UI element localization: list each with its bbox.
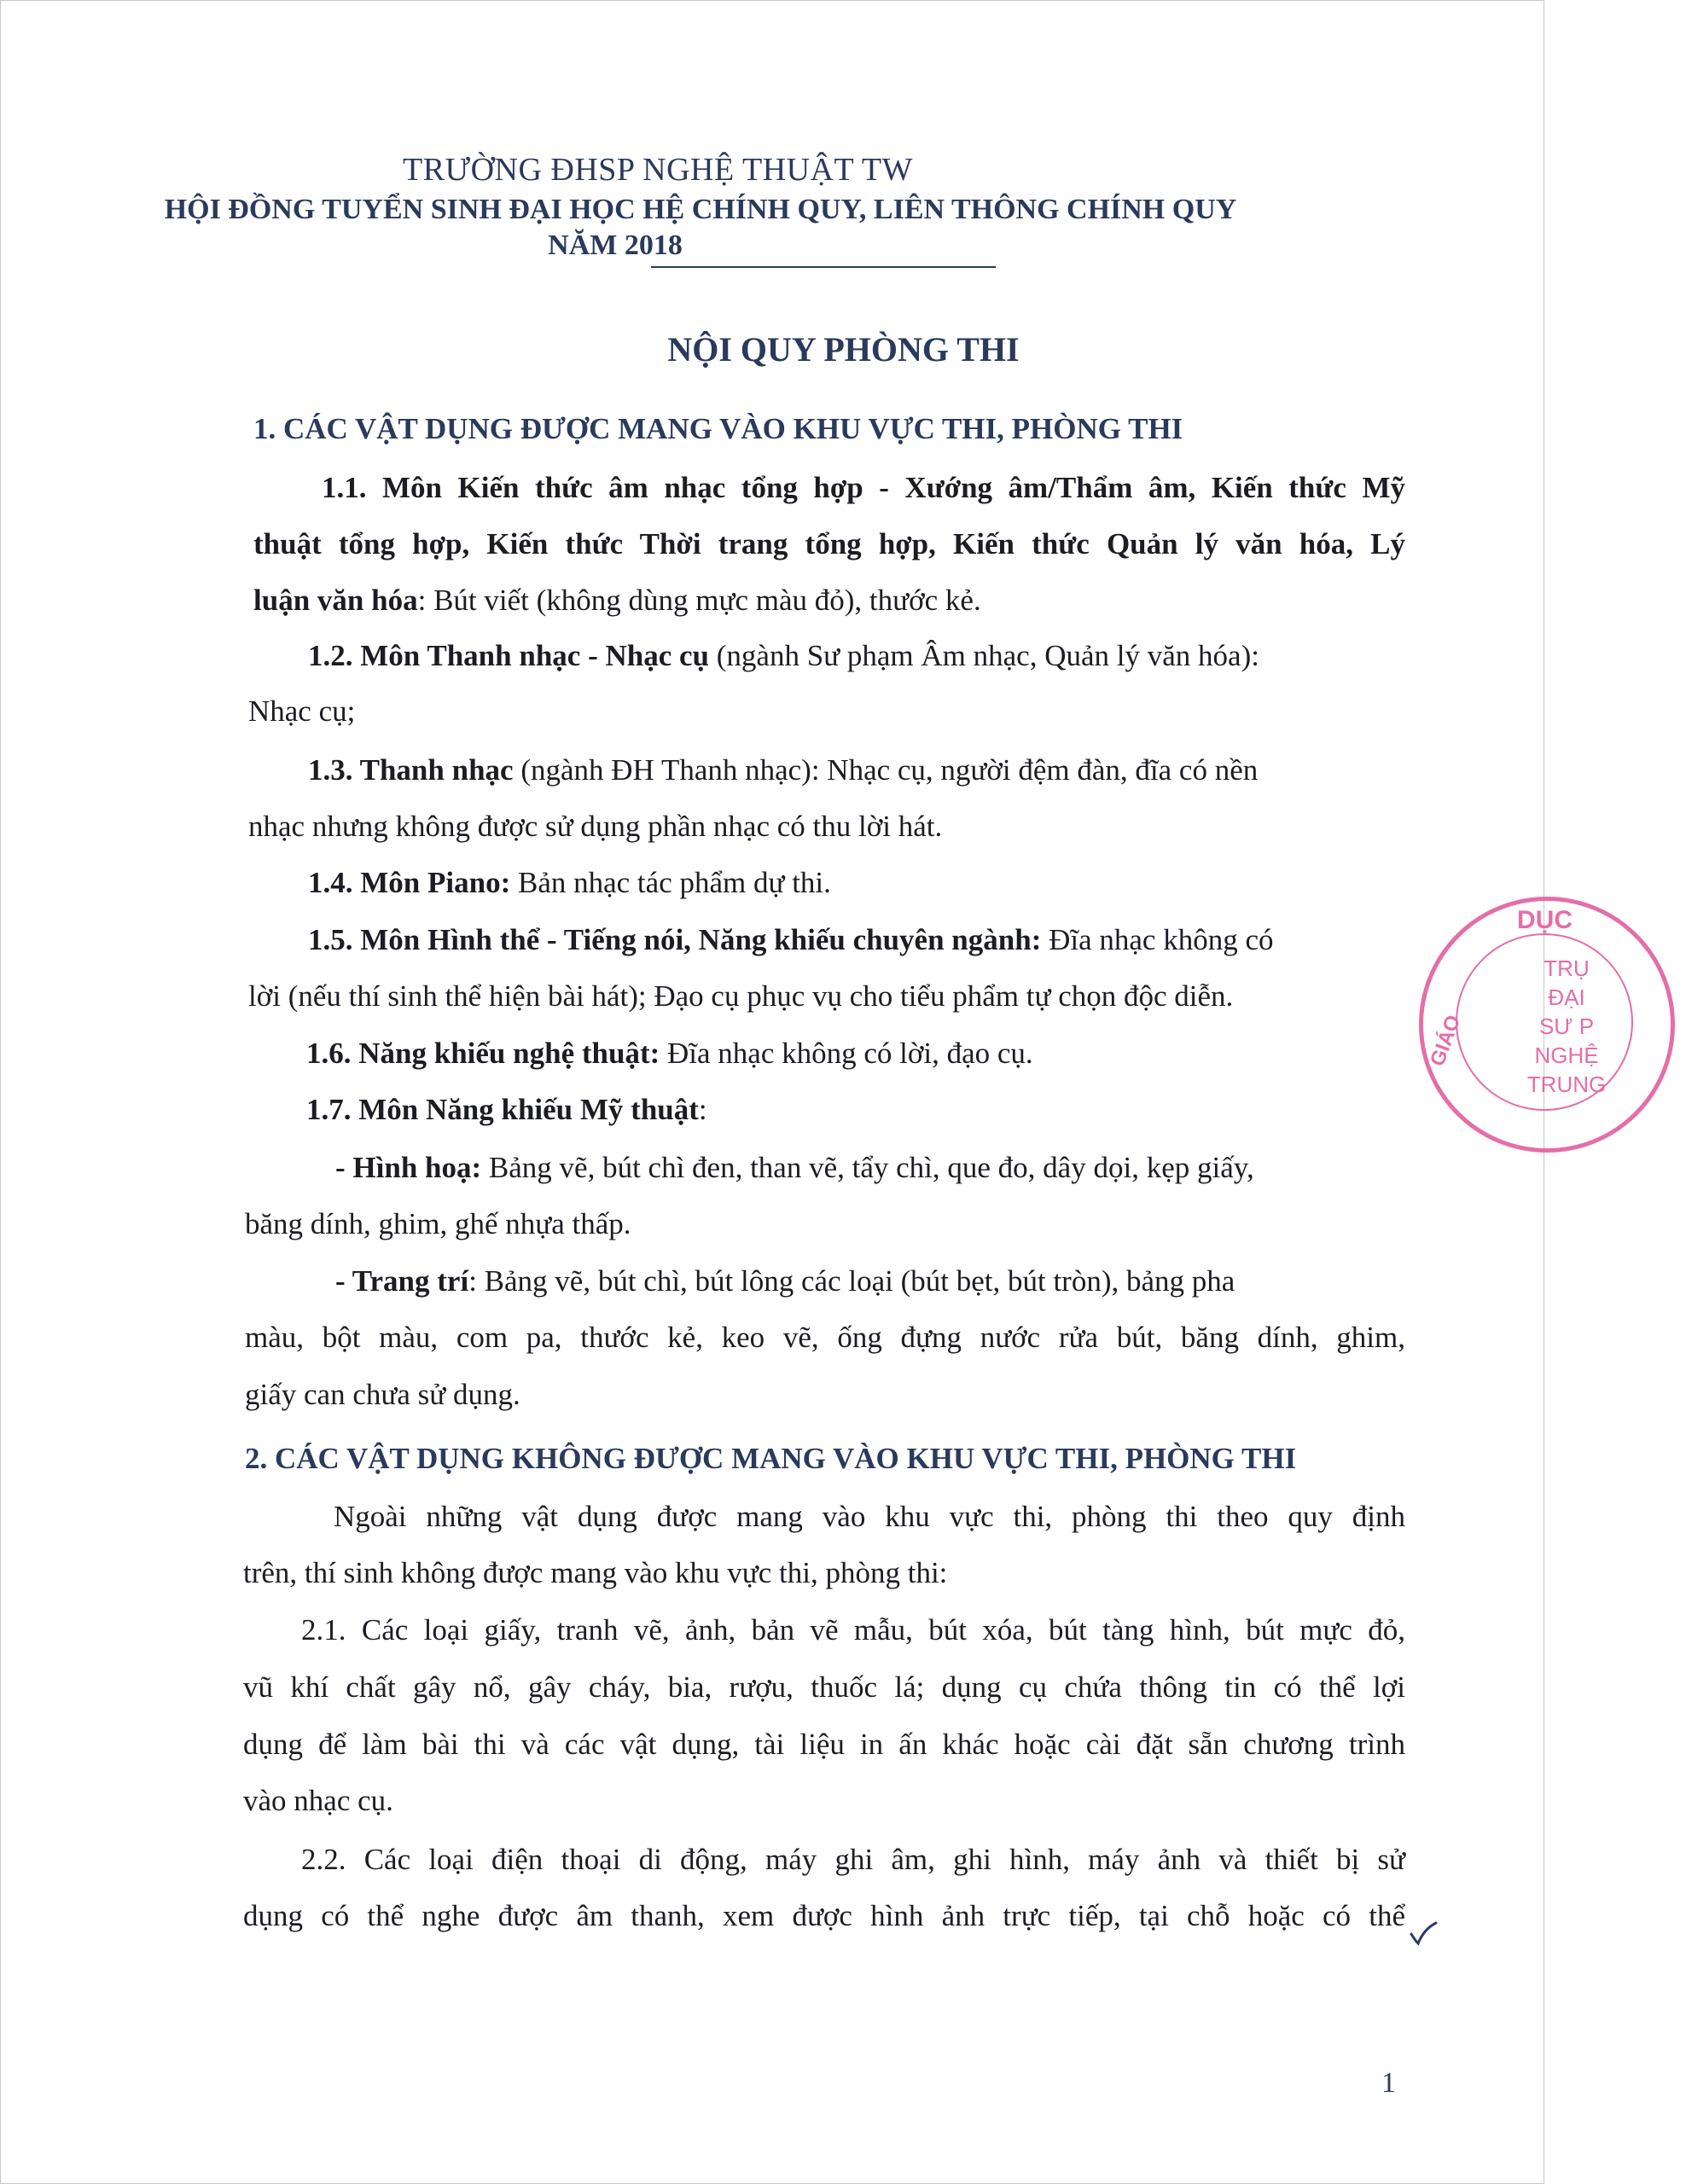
item-1-4-line bbox=[308, 866, 831, 900]
section-2-intro-line-2: trên, thí sinh không được mang vào khu vực thi, phòng thi: bbox=[243, 1556, 948, 1589]
official-seal-stamp bbox=[1419, 897, 1675, 1153]
item-1-7-drawing-line-1 bbox=[335, 1151, 1254, 1185]
section-2-heading: 2. CÁC VẬT DỤNG KHÔNG ĐƯỢC MANG VÀO KHU VỰC THI, PHÒNG THI bbox=[245, 1442, 1297, 1475]
item-1-5-text: Đĩa nhạc không có bbox=[1041, 923, 1274, 956]
item-2-1-line-2: vũ khí chất gây nổ, gây cháy, bia, rượu, thuốc lá; dụng cụ chứa thông tin có thể lợi bbox=[243, 1670, 1405, 1704]
item-1-5-line-1 bbox=[308, 923, 1274, 957]
school-name: TRƯỜNG ĐHSP NGHỆ THUẬT TW bbox=[403, 152, 913, 188]
item-1-7-drawing-text: Bảng vẽ, bút chì đen, than vẽ, tẩy chì, que đo, dây dọi, kẹp giấy, bbox=[481, 1151, 1254, 1184]
item-1-4-bold: 1.4. Môn Piano: bbox=[308, 866, 511, 899]
item-1-7-decoration-bold: - Trang trí bbox=[335, 1264, 469, 1298]
item-1-6-bold: 1.6. Năng khiếu nghệ thuật: bbox=[306, 1037, 660, 1070]
item-1-7-drawing-line-2: băng dính, ghim, ghế nhựa thấp. bbox=[245, 1207, 631, 1240]
item-1-1-line-1: 1.1. Môn Kiến thức âm nhạc tổng hợp - Xướng âm/Thẩm âm, Kiến thức Mỹ bbox=[322, 471, 1405, 504]
item-1-3-line-1 bbox=[308, 753, 1258, 787]
item-1-4-text: Bản nhạc tác phẩm dự thi. bbox=[510, 866, 831, 899]
council-name: HỘI ĐỒNG TUYỂN SINH ĐẠI HỌC HỆ CHÍNH QUY, LIÊN THÔNG CHÍNH QUY bbox=[164, 194, 1237, 225]
stamp-arc-left: GIÁO bbox=[1426, 1012, 1466, 1070]
item-1-7-decoration-line-3: giấy can chưa sử dụng. bbox=[245, 1378, 520, 1411]
header-underline bbox=[651, 266, 996, 268]
item-2-2-line-1: 2.2. Các loại điện thoại di động, máy ghi âm, ghi hình, máy ảnh và thiết bị sử bbox=[301, 1843, 1405, 1876]
item-2-1-line-4: vào nhạc cụ. bbox=[243, 1784, 393, 1817]
item-2-2-line-2: dụng có thể nghe được âm thanh, xem được hình ảnh trực tiếp, tại chỗ hoặc có thể bbox=[243, 1899, 1405, 1932]
stamp-arc-top: DỤC bbox=[1517, 906, 1573, 934]
document-title: NỘI QUY PHÒNG THI bbox=[667, 330, 1020, 369]
section-1-heading: 1. CÁC VẬT DỤNG ĐƯỢC MANG VÀO KHU VỰC THI, PHÒNG THI bbox=[253, 412, 1183, 445]
item-1-1-line-3 bbox=[253, 584, 981, 618]
stamp-line-3: SƯ P bbox=[1538, 1014, 1595, 1039]
item-1-3-bold: 1.3. Thanh nhạc bbox=[308, 753, 514, 787]
item-1-2-text: (ngành Sư phạm Âm nhạc, Quản lý văn hóa): bbox=[709, 639, 1259, 672]
item-1-2-line-2: Nhạc cụ; bbox=[248, 694, 356, 728]
item-1-7-decoration-line-2: màu, bột màu, com pa, thước kẻ, keo vẽ, ống đựng nước rửa bút, băng dính, ghim, bbox=[245, 1321, 1405, 1354]
stamp-line-2: ĐẠI bbox=[1548, 985, 1585, 1010]
item-1-6-line bbox=[306, 1037, 1033, 1071]
item-1-7-line bbox=[306, 1093, 707, 1127]
year-line: NĂM 2018 bbox=[548, 229, 683, 261]
stamp-line-4: NGHỆ bbox=[1534, 1043, 1599, 1068]
item-2-1-line-3: dụng để làm bài thi và các vật dụng, tài liệu in ấn khác hoặc cài đặt sẵn chương trình bbox=[243, 1728, 1405, 1761]
handwritten-tick-mark bbox=[1409, 1920, 1438, 1946]
stamp-line-1: TRỤ bbox=[1544, 956, 1590, 981]
item-2-1-line-1: 2.1. Các loại giấy, tranh vẽ, ảnh, bản vẽ mẫu, bút xóa, bút tàng hình, bút mực đỏ, bbox=[301, 1613, 1405, 1647]
item-1-2-bold: 1.2. Môn Thanh nhạc - Nhạc cụ bbox=[308, 639, 710, 672]
item-1-5-bold: 1.5. Môn Hình thể - Tiếng nói, Năng khiếu chuyên ngành: bbox=[308, 923, 1042, 956]
item-1-3-text: (ngành ĐH Thanh nhạc): Nhạc cụ, người đệm đàn, đĩa có nền bbox=[513, 753, 1259, 787]
item-1-3-line-2: nhạc nhưng không được sử dụng phần nhạc có thu lời hát. bbox=[248, 810, 943, 843]
item-1-7-decoration-text: : Bảng vẽ, bút chì, bút lông các loại (bút bẹt, bút tròn), bảng pha bbox=[468, 1264, 1235, 1298]
stamp-line-5: TRUNG bbox=[1526, 1072, 1607, 1097]
item-1-2-line-1 bbox=[308, 639, 1259, 673]
item-1-1-bold: luận văn hóa bbox=[253, 584, 418, 617]
item-1-7-text: : bbox=[698, 1093, 707, 1126]
item-1-7-bold: 1.7. Môn Năng khiếu Mỹ thuật bbox=[306, 1093, 699, 1126]
item-1-5-line-2: lời (nếu thí sinh thể hiện bài hát); Đạo cụ phục vụ cho tiểu phẩm tự chọn độc diễn. bbox=[248, 979, 1234, 1013]
item-1-7-drawing-bold: - Hình hoạ: bbox=[335, 1151, 482, 1184]
section-2-intro-line-1: Ngoài những vật dụng được mang vào khu vực thi, phòng thi theo quy định bbox=[334, 1500, 1405, 1533]
item-1-1-line-2: thuật tổng hợp, Kiến thức Thời trang tổng hợp, Kiến thức Quản lý văn hóa, Lý bbox=[253, 527, 1405, 561]
item-1-6-text: Đĩa nhạc không có lời, đạo cụ. bbox=[660, 1037, 1033, 1070]
item-1-7-decoration-line-1 bbox=[335, 1264, 1235, 1298]
page-number: 1 bbox=[1381, 2067, 1396, 2099]
item-1-1-text: : Bút viết (không dùng mực màu đỏ), thước kẻ. bbox=[417, 584, 981, 617]
